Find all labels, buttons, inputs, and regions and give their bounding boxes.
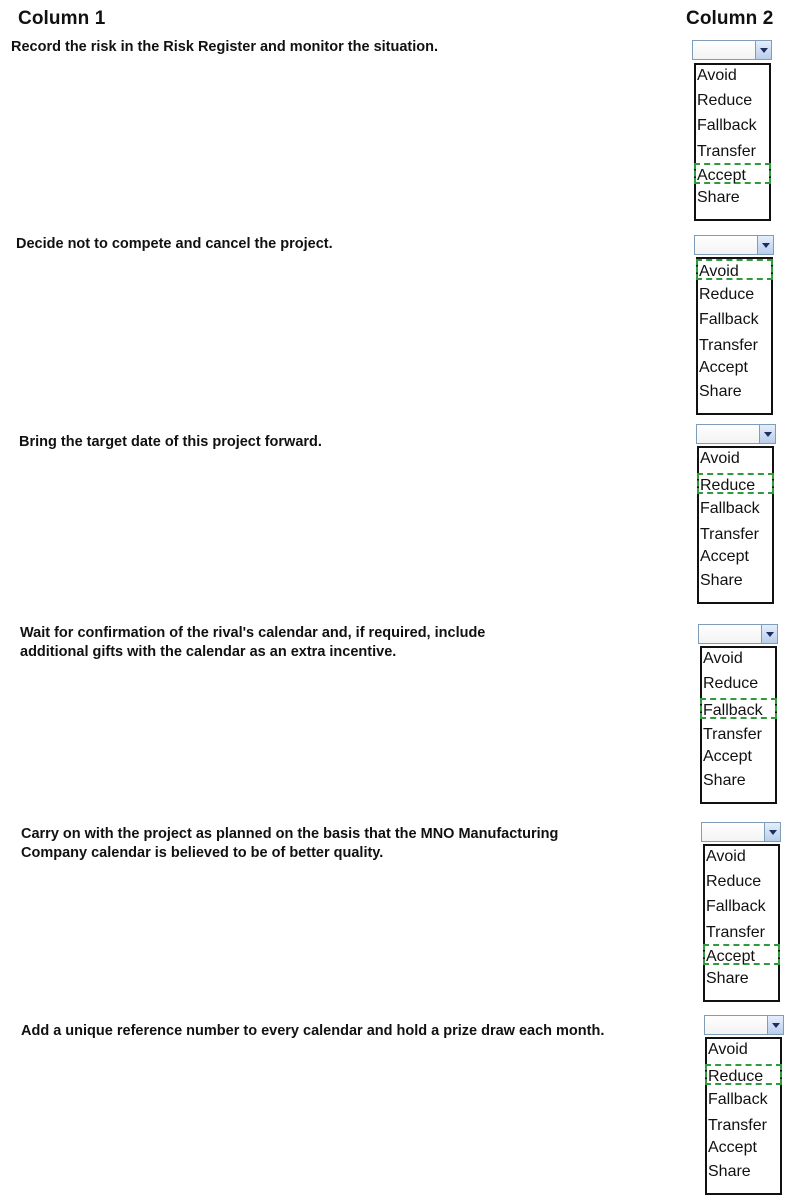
answer-dropdown-4[interactable] (698, 624, 778, 644)
option-share[interactable]: Share (697, 189, 740, 206)
options-list-2[interactable] (696, 257, 773, 415)
option-accept[interactable]: Accept (708, 1139, 757, 1156)
option-reduce[interactable]: Reduce (705, 1064, 782, 1085)
options-list-4[interactable] (700, 646, 777, 804)
option-fallback[interactable]: Fallback (699, 311, 759, 328)
statement-1: Record the risk in the Risk Register and monitor the situation. (11, 39, 439, 55)
answer-dropdown-5[interactable] (701, 822, 781, 842)
option-avoid[interactable]: Avoid (696, 259, 773, 280)
chevron-down-icon[interactable] (759, 425, 775, 443)
option-avoid[interactable]: Avoid (708, 1041, 748, 1058)
chevron-down-icon[interactable] (757, 236, 773, 254)
option-fallback[interactable]: Fallback (700, 500, 760, 517)
statement-2: Decide not to compete and cancel the project. (16, 236, 333, 252)
answer-dropdown-6[interactable] (704, 1015, 784, 1035)
option-fallback[interactable]: Fallback (700, 698, 777, 719)
chevron-down-icon[interactable] (755, 41, 771, 59)
option-transfer[interactable]: Transfer (703, 726, 762, 743)
option-avoid[interactable]: Avoid (703, 650, 743, 667)
option-avoid[interactable]: Avoid (706, 848, 746, 865)
options-list-1[interactable] (694, 63, 771, 221)
option-reduce[interactable]: Reduce (697, 92, 753, 109)
chevron-down-icon[interactable] (767, 1016, 783, 1034)
option-accept[interactable]: Accept (703, 944, 780, 965)
column-1-header: Column 1 (18, 8, 106, 29)
answer-dropdown-1[interactable] (692, 40, 772, 60)
answer-dropdown-3[interactable] (696, 424, 776, 444)
option-accept[interactable]: Accept (703, 748, 752, 765)
options-list-3[interactable] (697, 446, 774, 604)
option-reduce[interactable]: Reduce (697, 473, 774, 494)
options-list-5[interactable] (703, 844, 780, 1002)
option-share[interactable]: Share (699, 383, 742, 400)
statement-5: Carry on with the project as planned on the basis that the MNO Manufacturing Company calendar is believed to be of better quality. (21, 826, 559, 861)
option-reduce[interactable]: Reduce (699, 286, 755, 303)
option-accept[interactable]: Accept (694, 163, 771, 184)
option-share[interactable]: Share (708, 1163, 751, 1180)
options-list-6[interactable] (705, 1037, 782, 1195)
option-transfer[interactable]: Transfer (706, 924, 765, 941)
answer-dropdown-2[interactable] (694, 235, 774, 255)
option-fallback[interactable]: Fallback (706, 898, 766, 915)
option-avoid[interactable]: Avoid (697, 67, 737, 84)
option-accept[interactable]: Accept (700, 548, 749, 565)
option-avoid[interactable]: Avoid (700, 450, 740, 467)
option-accept[interactable]: Accept (699, 359, 748, 376)
statement-3: Bring the target date of this project forward. (19, 434, 322, 450)
chevron-down-icon[interactable] (764, 823, 780, 841)
option-reduce[interactable]: Reduce (703, 675, 759, 692)
option-share[interactable]: Share (700, 572, 743, 589)
chevron-down-icon[interactable] (761, 625, 777, 643)
statement-4: Wait for confirmation of the rival's calendar and, if required, include additional gifts with the calendar as an extra incentive. (20, 625, 486, 660)
column-2-header: Column 2 (686, 8, 774, 29)
option-share[interactable]: Share (706, 970, 749, 987)
option-reduce[interactable]: Reduce (706, 873, 762, 890)
option-transfer[interactable]: Transfer (708, 1117, 767, 1134)
option-transfer[interactable]: Transfer (700, 526, 759, 543)
option-share[interactable]: Share (703, 772, 746, 789)
option-fallback[interactable]: Fallback (697, 117, 757, 134)
option-fallback[interactable]: Fallback (708, 1091, 768, 1108)
statement-6: Add a unique reference number to every calendar and hold a prize draw each month. (21, 1023, 605, 1039)
option-transfer[interactable]: Transfer (699, 337, 758, 354)
option-transfer[interactable]: Transfer (697, 143, 756, 160)
